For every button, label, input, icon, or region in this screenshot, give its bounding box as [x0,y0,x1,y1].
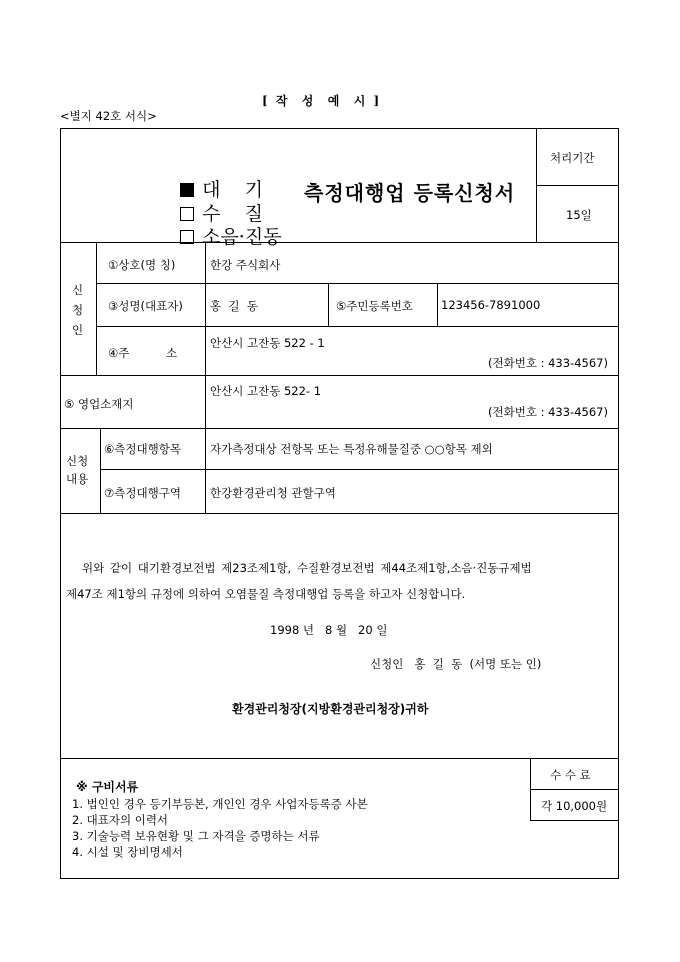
signature-line: 신청인 홍 길 동 (서명 또는 인) [370,657,542,671]
required-document-item: 3. 기술능력 보유현황 및 그 자격을 증명하는 서류 [72,829,320,843]
statement-line-1: 위와 같이 대기환경보전법 제23조제1항, 수질환경보전법 제44조제1항,소음·진동규제법 [82,561,532,575]
processing-period-value: 15일 [566,208,592,222]
measurement-items-label: ⑥측정대행항목 [104,442,181,456]
checkbox-empty-icon[interactable] [180,230,194,244]
business-location-phone: (전화번호 : 433-4567) [488,405,608,419]
resident-number-label: ⑤주민등록번호 [336,299,413,313]
main-title: 측정대행업 등록신청서 [304,181,516,205]
company-value: 한강 주식회사 [210,258,281,272]
address-phone: (전화번호 : 433-4567) [488,356,608,370]
statement-date: 1998 년 8 월 20 일 [270,623,388,637]
statement-line-2: 제47조 제1항의 규정에 의하여 오염물질 측정대행업 등록을 하고자 신청합니다. [66,587,466,601]
option-noise-label: 소음·진동 [202,226,282,248]
company-label: ①상호(명 칭) [108,258,176,272]
addressee: 환경관리청장(지방환경관리청장)귀하 [232,702,429,716]
fee-value: 각 10,000원 [541,799,608,813]
resident-number-value: 123456-7891000 [441,298,541,312]
required-documents-heading: ※ 구비서류 [76,780,139,794]
fee-label: 수 수 료 [550,768,591,782]
business-location-value: 안산시 고잔동 522- 1 [210,384,322,398]
application-section-label: 신청 내용 [66,454,89,486]
name-value: 홍 길 동 [210,299,258,313]
required-document-item: 4. 시설 및 장비명세서 [72,845,183,859]
example-title: [ 작 성 예 시 ] [262,94,382,108]
address-label: ④주 소 [108,346,178,360]
applicant-section-label: 신 청 인 [72,283,84,337]
measurement-area-label: ⑦측정대행구역 [104,486,181,500]
option-water-label: 수 질 [202,203,263,225]
required-document-item: 2. 대표자의 이력서 [72,813,169,827]
address-value: 안산시 고잔동 522 - 1 [210,336,325,350]
business-location-label: ⑤ 영업소재지 [64,397,134,411]
name-label: ③성명(대표자) [108,299,183,313]
option-air-label: 대 기 [202,179,263,201]
processing-period-label: 처리기간 [550,151,595,165]
option-noise[interactable] [168,200,282,249]
required-document-item: 1. 법인인 경우 등기부등본, 개인인 경우 사업자등록증 사본 [72,797,368,811]
form-number: <별지 42호 서식> [60,109,157,123]
measurement-area-value: 한강환경관리청 관할구역 [210,486,336,500]
measurement-items-value: 자가측정대상 전항목 또는 특정유해물질중 ○○항목 제외 [210,442,493,456]
